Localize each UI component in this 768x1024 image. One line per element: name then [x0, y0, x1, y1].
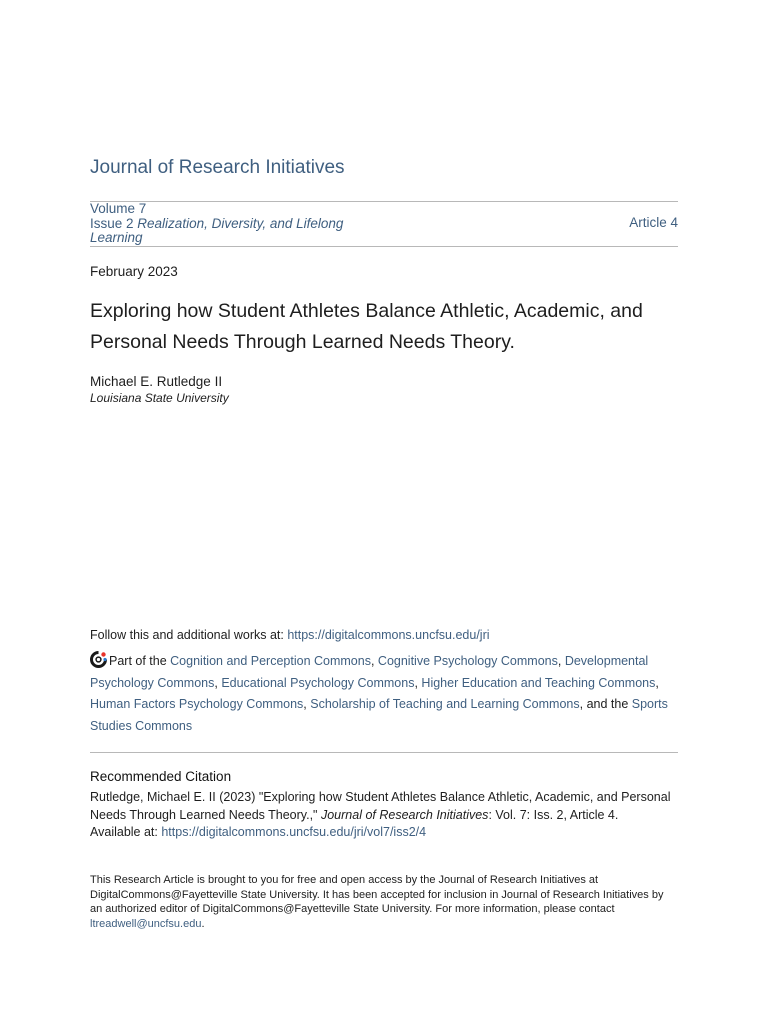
notice-end: . [201, 917, 205, 930]
commons-link[interactable]: Cognitive Psychology Commons [377, 654, 558, 668]
commons-network-icon [90, 651, 107, 668]
commons-link[interactable]: Cognition and Perception Commons [170, 654, 371, 668]
open-access-notice [90, 873, 678, 931]
commons-separator: , [414, 675, 422, 690]
commons-separator: , [303, 697, 311, 711]
recommended-citation-heading: Recommended Citation [90, 769, 232, 784]
notice-text: This Research Article is brought to you for free and open access by the Journal of Research Initiatives at DigitalCommons@Fayetteville State University. It has been accepted for inclusion in Journal of Research Initiatives by an authorized editor of DigitalCommons@Fayetteville State University. For more information, please contact [90, 874, 664, 915]
citation-journal: Journal of Research Initiatives [320, 807, 489, 822]
commons-separator: , and the [579, 697, 632, 711]
issue-label: Issue 2 [90, 215, 134, 231]
commons-separator: , [557, 654, 565, 668]
commons-link[interactable]: Higher Education and Teaching Commons [421, 675, 656, 690]
author-affiliation: Louisiana State University [90, 391, 229, 405]
volume-link[interactable]: Volume 7 [90, 201, 147, 216]
article-number-link[interactable]: Article 4 [629, 215, 678, 230]
author-name: Michael E. Rutledge II [90, 374, 223, 389]
commons-link[interactable]: Sports Studies Commons [90, 697, 668, 733]
citation-text [90, 789, 678, 842]
article-title: Exploring how Student Athletes Balance Athletic, Academic, and Personal Needs Through Learned Needs Theory. [90, 300, 643, 353]
commons-link[interactable]: Human Factors Psychology Commons [90, 697, 304, 711]
commons-link[interactable]: Educational Psychology Commons [221, 675, 415, 690]
commons-link[interactable]: Scholarship of Teaching and Learning Commons [310, 697, 580, 711]
issue-title-line1: Realization, Diversity, and Lifelong [137, 215, 344, 231]
citation-body: Rutledge, Michael E. II (2023) "Exploring how Student Athletes Balance Athletic, Academic, and Personal Needs Through Learned Needs Theory.," [90, 790, 671, 822]
commons-separator: , [214, 675, 222, 690]
issue-info [90, 202, 390, 246]
journal-title-link[interactable]: Journal of Research Initiatives [90, 157, 345, 178]
commons-separator: , [370, 654, 378, 668]
commons-list [90, 651, 678, 737]
commons-link[interactable]: Developmental Psychology Commons [90, 654, 649, 690]
contact-email-link[interactable]: ltreadwell@uncfsu.edu [90, 917, 202, 930]
follow-prefix: Follow this and additional works at: [90, 628, 288, 642]
follow-line [90, 628, 490, 642]
citation-divider [90, 752, 678, 753]
citation-url-link[interactable]: https://digitalcommons.uncfsu.edu/jri/vol7/iss2/4 [161, 825, 427, 839]
issue-title-line2: Learning [90, 230, 143, 245]
header-divider-bottom [90, 246, 678, 247]
follow-url-link[interactable]: https://digitalcommons.uncfsu.edu/jri [287, 628, 490, 642]
publication-date: February 2023 [90, 264, 178, 279]
citation-available-prefix: Available at: [90, 825, 162, 839]
commons-separator: , [655, 675, 659, 690]
commons-prefix: Part of the [109, 654, 171, 668]
issue-link[interactable] [90, 217, 390, 246]
citation-volume: : Vol. 7: Iss. 2, Article 4. [488, 807, 619, 822]
